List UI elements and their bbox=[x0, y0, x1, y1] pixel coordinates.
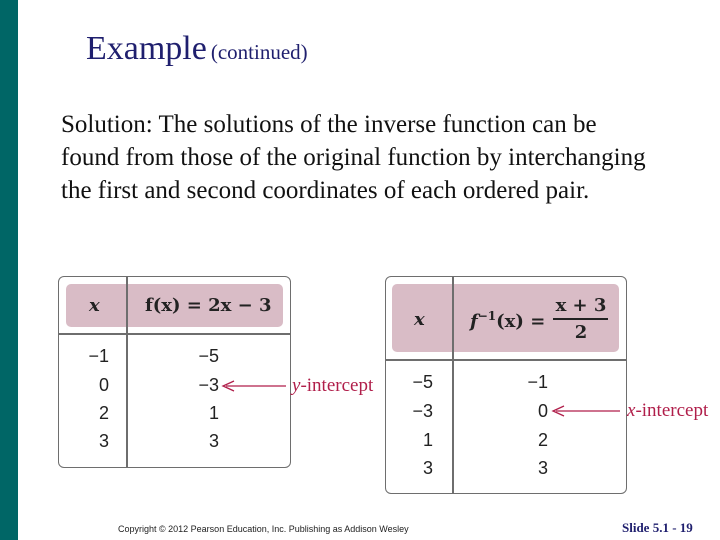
y-intercept-label: y-intercept bbox=[292, 375, 374, 396]
table-cell: 3 bbox=[98, 431, 109, 451]
title-main: Example bbox=[86, 30, 207, 67]
header-fx: f(x) = 2x − 3 bbox=[145, 295, 272, 316]
table-cell: 0 bbox=[98, 375, 109, 395]
table-cell: 0 bbox=[537, 401, 548, 421]
table-cell: 3 bbox=[537, 458, 548, 478]
solution-label: Solution bbox=[61, 111, 146, 138]
table-cell: −5 bbox=[412, 372, 433, 392]
inverse-superscript: −1 bbox=[477, 309, 497, 323]
table-cell: 3 bbox=[422, 458, 433, 478]
table-cell: 2 bbox=[98, 403, 109, 423]
slide-number: Slide 5.1 - 19 bbox=[622, 520, 693, 535]
header-equals: (x) = bbox=[496, 311, 546, 332]
table-cell: 1 bbox=[422, 430, 433, 450]
copyright-footer: Copyright © 2012 Pearson Education, Inc. Publishing as Addison Wesley bbox=[118, 524, 409, 534]
x-intercept-label: x-intercept bbox=[627, 400, 709, 421]
table-cell: −3 bbox=[198, 375, 219, 395]
header-f-inverse: $f^{-1}(x)$ = bbox=[470, 309, 546, 332]
table-cell: −1 bbox=[88, 346, 109, 366]
table-cell: 2 bbox=[537, 430, 548, 450]
table-cell: −3 bbox=[412, 401, 433, 421]
title-sub: (continued) bbox=[210, 40, 308, 64]
header-x: x bbox=[89, 295, 100, 316]
header-x: x bbox=[414, 309, 425, 330]
table-cell: 1 bbox=[208, 403, 219, 423]
table-cell: −5 bbox=[198, 346, 219, 366]
solution-text: : The solutions of the inverse function can be found from those of the original function by interchanging the first and second coordinates of each ordered pair. bbox=[61, 111, 646, 204]
table-cell: −1 bbox=[527, 372, 548, 392]
fraction-numerator: x + 3 bbox=[555, 295, 607, 316]
table-cell: 3 bbox=[208, 431, 219, 451]
fraction-denominator: 2 bbox=[574, 322, 588, 343]
